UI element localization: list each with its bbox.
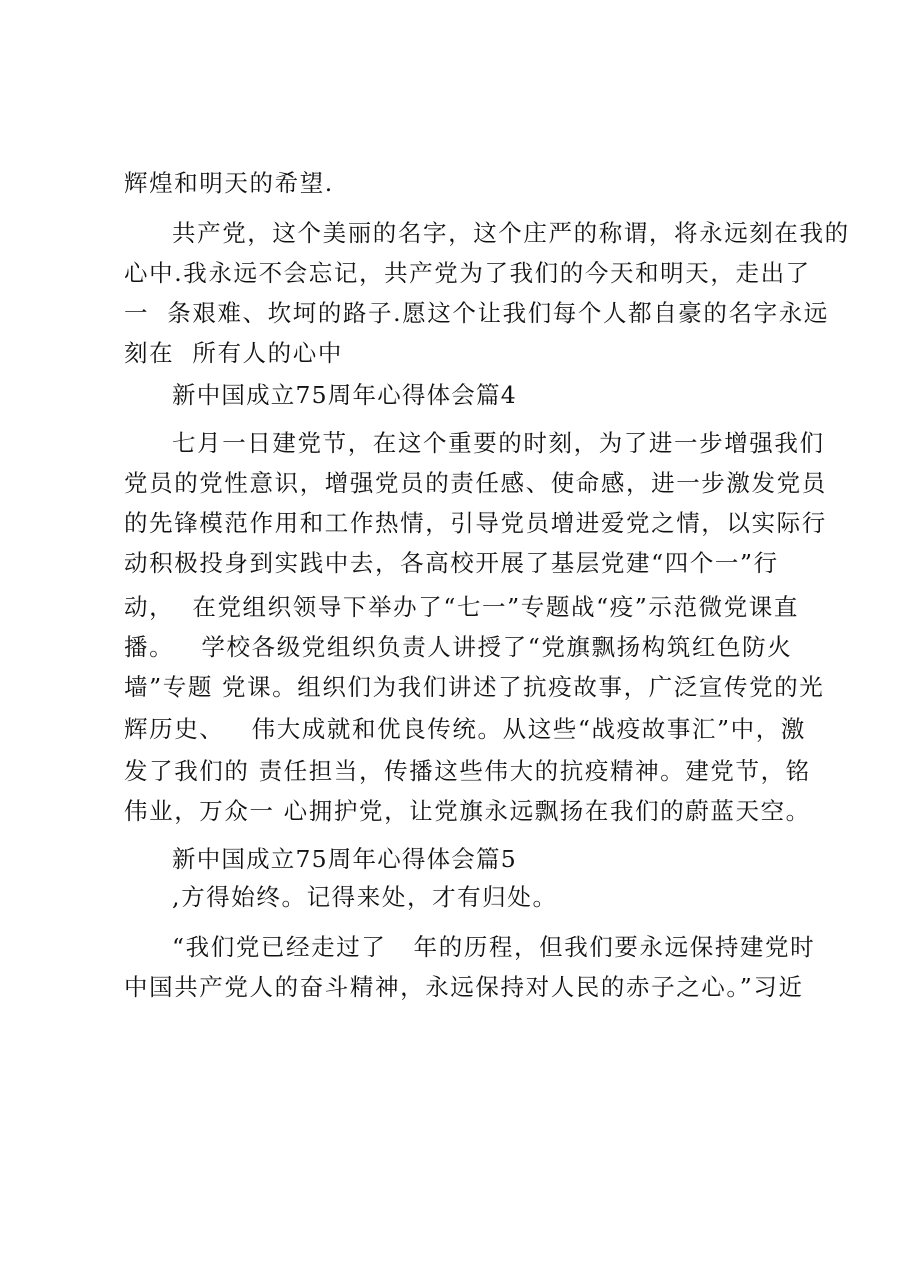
paragraph-line: “我们党已经走过了 年的历程，但我们要永远保持建党时 xyxy=(172,933,816,961)
paragraph-line: 中国共产党人的奋斗精神，永远保持对人民的赤子之心。”习近 xyxy=(124,973,804,1001)
paragraph-line: 伟业，万众一 心拥护党，让党旗永远飘扬在我们的蔚蓝天空。 xyxy=(124,797,811,825)
paragraph-line: 共产党，这个美丽的名字，这个庄严的称谓，将永远刻在我的 xyxy=(172,219,850,247)
paragraph-line: ,方得始终。记得来处，才有归处。 xyxy=(172,883,558,911)
paragraph-line: 动， 在党组织领导下举办了“七一”专题战“疫”示范微党课直 xyxy=(124,593,799,621)
paragraph-line: 的先锋模范作用和工作热情，引导党员增进爱党之情，以实际行 xyxy=(124,509,827,537)
section-heading: 新中国成立75周年心得体会篇4 xyxy=(172,381,517,409)
section-heading: 新中国成立75周年心得体会篇5 xyxy=(172,845,517,873)
paragraph-line: 七月一日建党节，在这个重要的时刻，为了进一步增强我们 xyxy=(172,429,825,457)
paragraph-line: 动积极投身到实践中去，各高校开展了基层党建“四个一”行 xyxy=(124,549,779,577)
paragraph-line: 墙”专题 党课。组织们为我们讲述了抗疫故事，广泛宣传党的光 xyxy=(124,673,825,701)
paragraph-line: 一 条艰难、坎坷的路子.愿这个让我们每个人都自豪的名字永远 xyxy=(124,299,829,327)
paragraph-line: 刻在 所有人的心中 xyxy=(124,339,343,367)
paragraph-line: 播。 学校各级党组织负责人讲授了“党旗飘扬构筑红色防火 xyxy=(124,633,793,661)
paragraph-line: 心中.我永远不会忘记，共产党为了我们的今天和明天，走出了 xyxy=(124,259,811,287)
paragraph-line: 党员的党性意识，增强党员的责任感、使命感，进一步激发党员 xyxy=(124,469,827,497)
paragraph-line: 辉历史、 伟大成就和优良传统。从这些“战疫故事汇”中，激 xyxy=(124,715,806,743)
paragraph-line: 发了我们的 责任担当，传播这些伟大的抗疫精神。建党节，铭 xyxy=(124,757,811,785)
paragraph-line: 辉煌和明天的希望. xyxy=(124,169,334,197)
